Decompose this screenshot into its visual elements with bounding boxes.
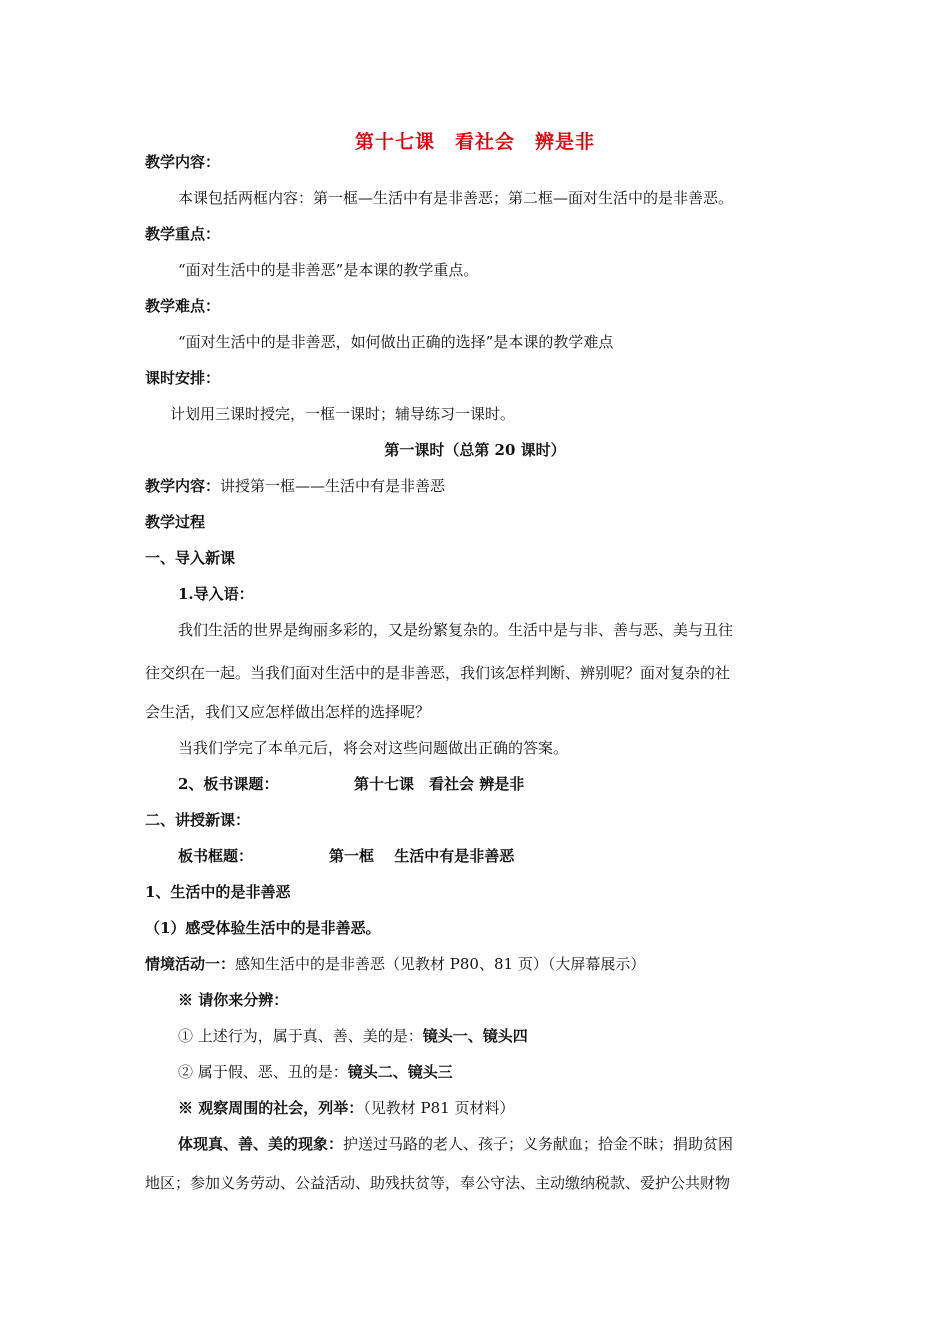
heading-teaching-content: 教学内容： — [145, 153, 221, 171]
intro-paragraph-2: 当我们学完了本单元后，将会对这些问题做出正确的答案。 — [178, 739, 569, 757]
point-1-heading: 1、生活中的是非善恶 — [145, 883, 291, 901]
question-1-text: ① 上述行为，属于真、善、美的是： — [178, 1027, 423, 1045]
intro-paragraph-line-3: 会生活，我们又应怎样做出怎样的选择呢？ — [145, 703, 431, 721]
question-1-line — [178, 1026, 528, 1046]
observe-text: （见教材 P81 页材料） — [363, 1099, 515, 1117]
lesson-content-label: 教学内容： — [145, 477, 221, 495]
period-title: 第一课时（总第 20 课时） — [384, 441, 566, 459]
lesson-content-line — [145, 476, 445, 496]
heading-difficult-point: 教学难点： — [145, 297, 221, 315]
frame-topic-label: 板书框题： — [178, 847, 254, 865]
distinguish-prompt: ※ 请你来分辨： — [178, 991, 289, 1009]
intro-paragraph-line-2: 往交织在一起。当我们面对生活中的是非善恶，我们该怎样判断、辨别呢？面对复杂的社 — [145, 664, 731, 682]
schedule-text: 计划用三课时授完，一框一课时；辅导练习一课时。 — [170, 405, 516, 423]
question-1-answer: 镜头一、镜头四 — [422, 1027, 528, 1045]
point-1-1-heading: （1）感受体验生活中的是非善恶。 — [145, 919, 381, 937]
good-phenomena-label: 体现真、善、美的现象： — [178, 1135, 344, 1153]
activity-one-label: 情境活动一： — [145, 955, 236, 973]
difficult-point-text: “面对生活中的是非善恶，如何做出正确的选择”是本课的教学难点 — [178, 333, 614, 351]
intro-label: 1.导入语： — [178, 585, 254, 603]
good-phenomena-line-2: 地区；参加义务劳动、公益活动、助残扶贫等，奉公守法、主动缴纳税款、爱护公共财物 — [145, 1174, 731, 1192]
heading-schedule: 课时安排： — [145, 369, 221, 387]
frame-topic-text: 第一框 生活中有是非善恶 — [329, 847, 515, 865]
teaching-content-text: 本课包括两框内容：第一框—生活中有是非善恶；第二框—面对生活中的是非善恶。 — [178, 189, 734, 207]
activity-one-line — [145, 954, 645, 974]
good-phenomena-text-1: 护送过马路的老人、孩子；义务献血；拾金不昧；捐助贫困 — [343, 1135, 734, 1153]
question-2-text: ② 属于假、恶、丑的是： — [178, 1063, 348, 1081]
activity-one-text: 感知生活中的是非善恶（见教材 P80、81 页）（大屏幕展示） — [235, 955, 646, 973]
lesson-content-text: 讲授第一框——生活中有是非善恶 — [220, 477, 446, 495]
lesson-title: 第十七课 看社会 辨是非 — [354, 131, 595, 153]
section-new-lesson-heading: 二、讲授新课： — [145, 811, 251, 829]
key-point-text: “面对生活中的是非善恶”是本课的教学重点。 — [178, 261, 479, 279]
intro-paragraph-line-1: 我们生活的世界是绚丽多彩的，又是纷繁复杂的。生活中是与非、善与恶、美与丑往 — [178, 621, 734, 639]
board-topic-label: 2、板书课题： — [178, 775, 279, 793]
observe-label: ※ 观察周围的社会，列举： — [178, 1099, 364, 1117]
observe-line — [178, 1098, 514, 1118]
question-2-line — [178, 1062, 453, 1082]
question-2-answer: 镜头二、镜头三 — [347, 1063, 453, 1081]
heading-process: 教学过程 — [145, 513, 206, 531]
good-phenomena-line-1 — [178, 1134, 733, 1154]
board-topic-text: 第十七课 看社会 辨是非 — [354, 775, 525, 793]
section-intro-heading: 一、导入新课 — [145, 549, 236, 567]
heading-key-point: 教学重点： — [145, 225, 221, 243]
